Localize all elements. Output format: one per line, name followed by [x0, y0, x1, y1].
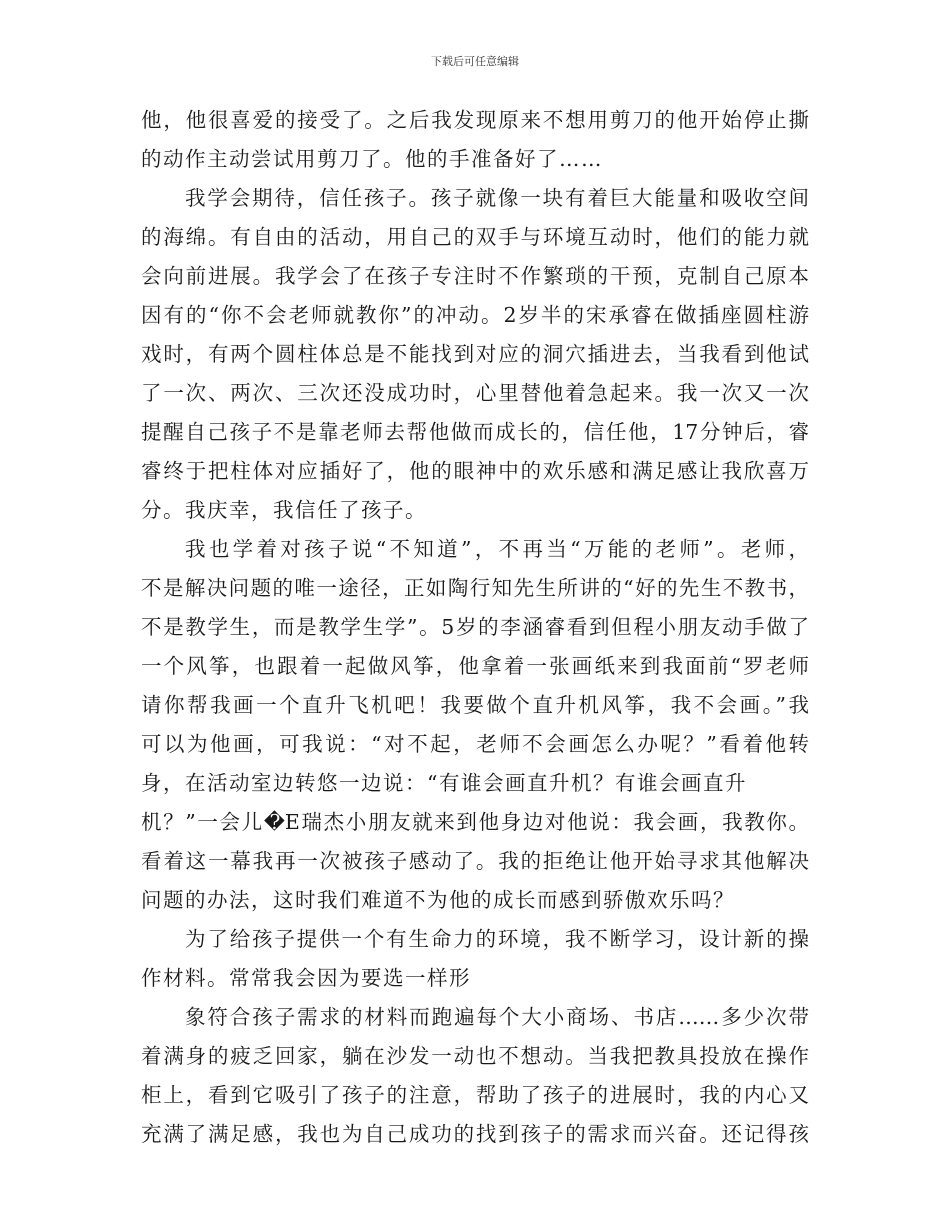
text-line: 不是解决问题的唯一途径，正如陶行知先生所讲的“好的先生不教书， [141, 576, 809, 600]
text-line: 为了给孩子提供一个有生命力的环境，我不断学习，设计新的操 [185, 927, 809, 951]
text-line: 了一次、两次、三次还没成功时，心里替他着急起来。我一次又一次 [141, 381, 809, 405]
text-line: 我也学着对孩子说“不知道”，不再当“万能的老师”。老师， [185, 537, 809, 561]
text-line: 提醒自己孩子不是靠老师去帮他做而成长的，信任他，17分钟后，睿 [141, 420, 809, 444]
text-line: 因有的“你不会老师就教你”的冲动。2岁半的宋承睿在做插座圆柱游 [141, 303, 809, 327]
text-line: 象符合孩子需求的材料而跑遍每个大小商场、书店……多少次带 [185, 1005, 809, 1029]
body-text [141, 101, 809, 1154]
text-line: 作材料。常常我会因为要选一样形 [141, 966, 471, 990]
text-line: 睿终于把柱体对应插好了，他的眼神中的欢乐感和满足感让我欣喜万 [141, 459, 809, 483]
text-line: 我学会期待，信任孩子。孩子就像一块有着巨大能量和吸收空间 [185, 186, 809, 210]
page-header: 下载后可任意编辑 [431, 55, 519, 68]
text-line: 请你帮我画一个直升飞机吧！我要做个直升机风筝，我不会画。”我 [141, 693, 809, 717]
text-line: 戏时，有两个圆柱体总是不能找到对应的洞穴插进去，当我看到他试 [141, 342, 809, 366]
text-line: 身，在活动室边转悠一边说：“有谁会画直升机？有谁会画直升 [141, 771, 747, 795]
text-line: 会向前进展。我学会了在孩子专注时不作繁琐的干预，克制自己原本 [141, 264, 809, 288]
text-line: 可以为他画，可我说：“对不起，老师不会画怎么办呢？”看着他转 [141, 732, 809, 756]
text-line: 他，他很喜爱的接受了。之后我发现原来不想用剪刀的他开始停止撕 [141, 108, 809, 132]
text-line: 看着这一幕我再一次被孩子感动了。我的拒绝让他开始寻求其他解决 [141, 849, 809, 873]
text-line: 的海绵。有自由的活动，用自己的双手与环境互动时，他们的能力就 [141, 225, 809, 249]
text-line: 充满了满足感，我也为自己成功的找到孩子的需求而兴奋。还记得孩 [141, 1122, 809, 1146]
text-line: 柜上，看到它吸引了孩子的注意，帮助了孩子的进展时，我的内心又 [141, 1083, 809, 1107]
text-line: 问题的办法，这时我们难道不为他的成长而感到骄傲欢乐吗？ [141, 888, 735, 912]
text-line: 一个风筝，也跟着一起做风筝，他拿着一张画纸来到我面前“罗老师 [141, 654, 809, 678]
text-line: 的动作主动尝试用剪刀了。他的手准备好了…… [141, 147, 603, 171]
text-line: 分。我庆幸，我信任了孩子。 [141, 498, 427, 522]
text-line: 机？”一会儿�E瑞杰小朋友就来到他身边对他说：我会画，我教你。 [141, 810, 809, 834]
text-line: 不是教学生，而是教学生学”。5岁的李涵睿看到但程小朋友动手做了 [141, 615, 809, 639]
text-line: 着满身的疲乏回家，躺在沙发一动也不想动。当我把教具投放在操作 [141, 1044, 809, 1068]
